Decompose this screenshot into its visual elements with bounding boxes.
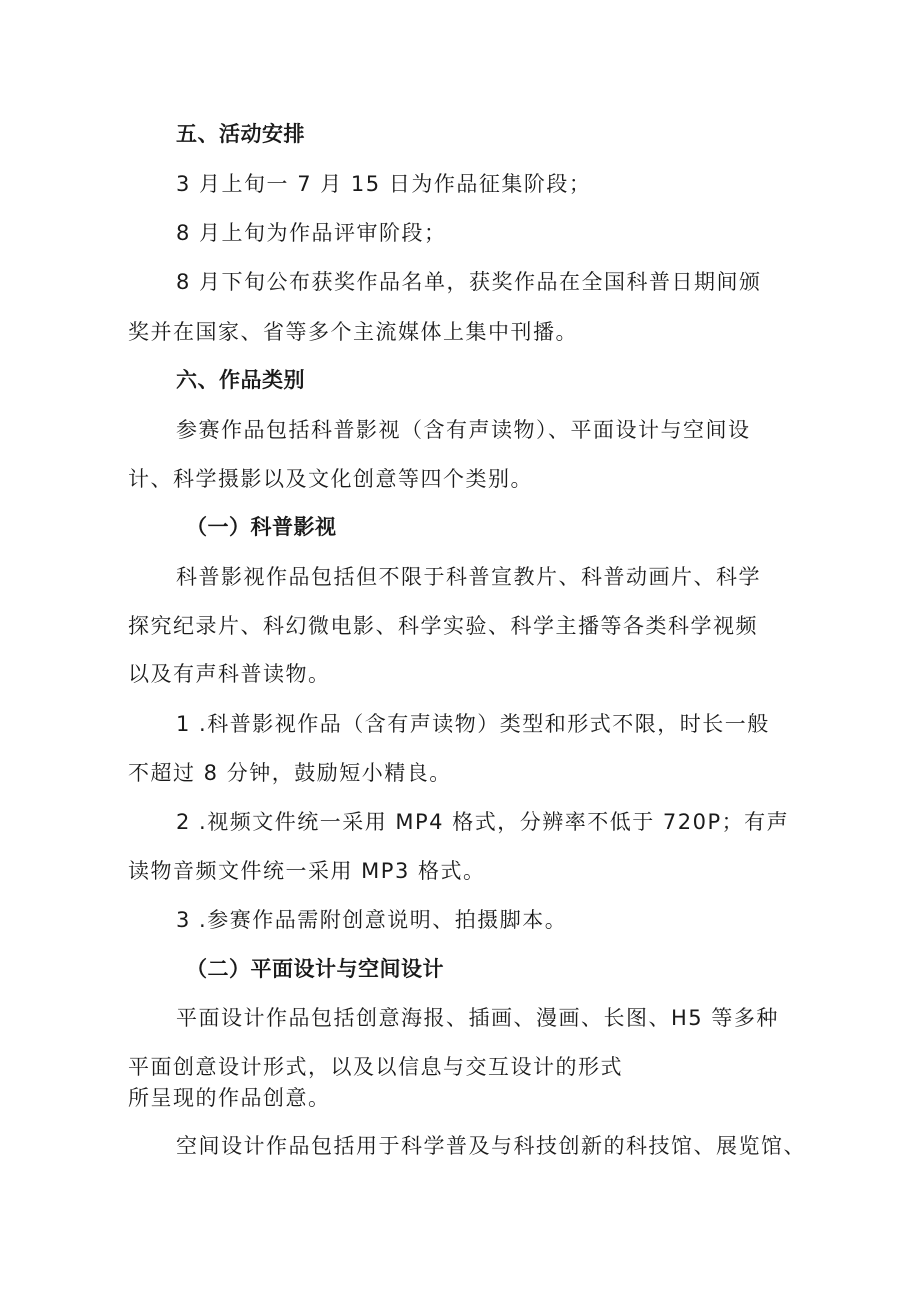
paragraph-line: 3 月上旬一 7 月 15 日为作品征集阶段； [176,172,592,196]
paragraph-line: 空间设计作品包括用于科学普及与科技创新的科技馆、展览馆、 [176,1134,806,1158]
section-heading-work-categories: 六、作品类别 [176,368,305,392]
paragraph-line: 计、科学摄影以及文化创意等四个类别。 [128,467,533,491]
paragraph-line: 不超过 8 分钟，鼓励短小精良。 [128,761,452,785]
paragraph-line: 平面设计作品包括创意海报、插画、漫画、长图、H5 等多种 [176,1006,779,1030]
paragraph-line: 平面创意设计形式，以及以信息与交互设计的形式 [128,1055,623,1079]
paragraph-line: 参赛作品包括科普影视（含有声读物）、平面设计与空间设 [176,418,751,442]
subsection-heading-science-video: （一）科普影视 [186,515,337,539]
list-item-3: 3 .参赛作品需附创意说明、拍摄脚本。 [176,908,568,932]
paragraph-line: 所呈现的作品创意。 [128,1086,331,1110]
paragraph-line: 以及有声科普读物。 [128,662,331,686]
section-heading-activity-schedule: 五、活动安排 [176,122,305,146]
subsection-heading-graphic-spatial-design: （二）平面设计与空间设计 [186,957,444,981]
paragraph-line: 8 月下旬公布获奖作品名单，获奖作品在全国科普日期间颁 [176,270,762,294]
paragraph-line: 奖并在国家、省等多个主流媒体上集中刊播。 [128,320,578,344]
paragraph-line: 读物音频文件统一采用 MP3 格式。 [128,859,486,883]
paragraph-line: 科普影视作品包括但不限于科普宣教片、科普动画片、科学 [176,565,761,589]
paragraph-line: 探究纪录片、科幻微电影、科学实验、科学主播等各类科学视频 [128,614,758,638]
list-item-2: 2 .视频文件统一采用 MP4 格式，分辨率不低于 720P；有声 [176,810,790,834]
list-item-1: 1 .科普影视作品（含有声读物）类型和形式不限，时长一般 [176,712,770,736]
paragraph-line: 8 月上旬为作品评审阶段； [176,221,447,245]
